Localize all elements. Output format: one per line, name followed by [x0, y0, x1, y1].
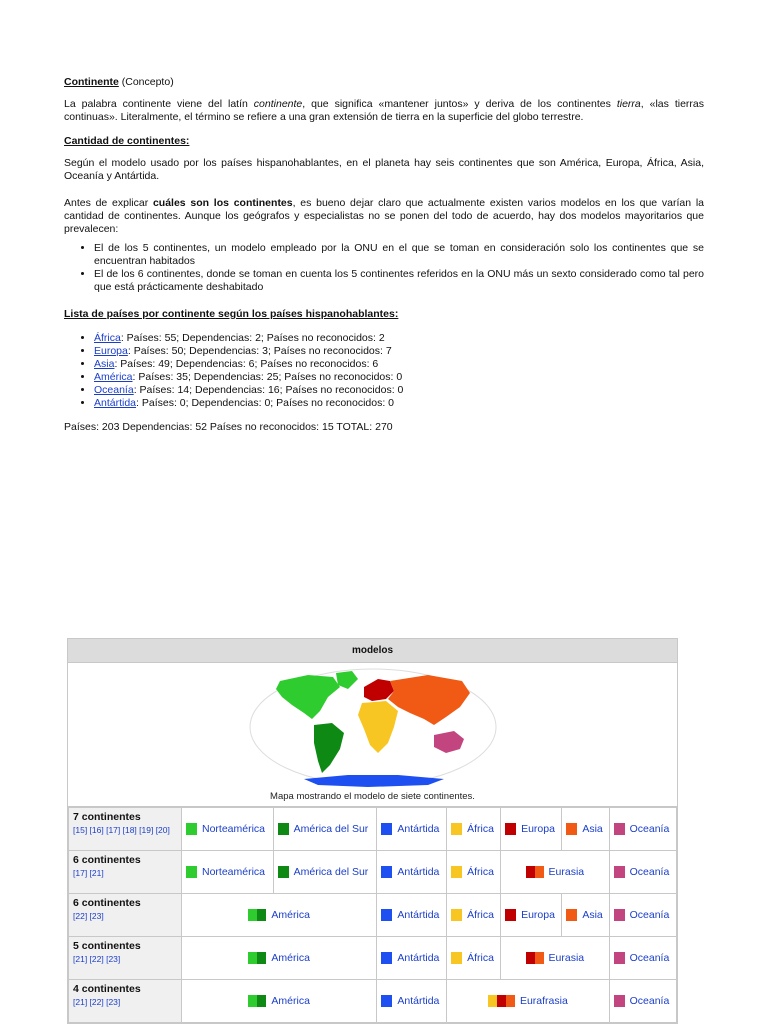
cell-africa	[447, 937, 501, 980]
swatch-south-america	[257, 952, 266, 964]
cell-norteamerica	[182, 851, 274, 894]
map-cell	[68, 663, 677, 807]
list-item: • Europa: Países: 50; Dependencias: 3; Países no reconocidos: 7	[94, 345, 704, 358]
cell-antartida	[377, 937, 447, 980]
references[interactable]: [21] [22] [23]	[73, 997, 121, 1007]
cell-oceania	[609, 937, 676, 980]
continent-link[interactable]: Asia	[582, 823, 603, 836]
cell-antartida	[377, 894, 447, 937]
cell-america-del-sur	[273, 851, 377, 894]
list-item: • Asia: Países: 49; Dependencias: 6; Países no reconocidos: 6	[94, 358, 704, 371]
list-item: • El de los 5 continentes, un modelo empleado por la ONU en el que se toman en consideración solo los continentes que se encuentran habitados	[94, 242, 704, 268]
link-europa[interactable]: Europa	[94, 345, 128, 357]
cell-norteamerica	[182, 808, 274, 851]
cell-america	[182, 937, 377, 980]
continent-link[interactable]: Antártida	[397, 995, 440, 1008]
swatch-north-america	[186, 823, 197, 835]
list-item: • América: Países: 35; Dependencias: 25; Países no reconocidos: 0	[94, 371, 704, 384]
swatch-north-america	[248, 952, 257, 964]
cell-oceania	[609, 808, 676, 851]
swatch-oceania	[614, 866, 625, 878]
cell-europa	[501, 894, 562, 937]
swatch-antarctica	[381, 952, 392, 964]
continent-link[interactable]: África	[467, 952, 494, 965]
world-map-image	[248, 667, 498, 791]
references[interactable]: [21] [22] [23]	[73, 954, 121, 964]
swatch-asia	[566, 823, 577, 835]
row-header: 5 continentes [21] [22] [23]	[69, 937, 182, 980]
cell-africa	[447, 851, 501, 894]
swatch-oceania	[614, 909, 625, 921]
continent-link[interactable]: Oceanía	[629, 952, 670, 965]
swatch-asia	[566, 909, 577, 921]
cell-eurafrasia	[447, 980, 609, 1023]
swatch-asia	[506, 995, 515, 1007]
list-item: • El de los 6 continentes, donde se toman en cuenta los 5 continentes referidos en la ONU más un sexto considerado como tal pero que está prácticamente deshabitado	[94, 268, 704, 294]
continent-link[interactable]: África	[467, 823, 494, 836]
swatch-africa	[451, 909, 462, 921]
models-list	[64, 242, 704, 294]
cell-america	[182, 894, 377, 937]
swatch-south-america	[257, 995, 266, 1007]
table-row	[69, 808, 677, 851]
models-grid	[68, 807, 677, 1023]
swatch-africa	[451, 823, 462, 835]
continent-link[interactable]: Eurasia	[548, 952, 585, 965]
table-row	[69, 894, 677, 937]
document-title: Continente	[64, 76, 119, 88]
continent-link[interactable]: Norteamérica	[202, 823, 266, 836]
cell-asia	[562, 808, 609, 851]
cell-eurasia	[501, 937, 610, 980]
cell-asia	[562, 894, 609, 937]
cell-eurasia	[501, 851, 610, 894]
swatch-europe	[497, 995, 506, 1007]
link-antartida[interactable]: Antártida	[94, 397, 137, 409]
swatch-antarctica	[381, 995, 392, 1007]
map-caption: Mapa mostrando el modelo de siete continentes.	[270, 791, 475, 802]
totals-line: Países: 203 Dependencias: 52 Países no reconocidos: 15 TOTAL: 270	[64, 421, 393, 433]
continent-link[interactable]: Antártida	[397, 866, 440, 879]
continent-link[interactable]: Norteamérica	[202, 866, 266, 879]
continent-link[interactable]: Eurasia	[548, 866, 585, 879]
paragraph-modelos: Antes de explicar cuáles son los continentes, es bueno dejar claro que actualmente existen varios modelos en los que varían la cantidad de continentes. Aunque los geógrafos y especialistas no se ponen del todo de acuerdo, hay dos modelos mayoritarios que prevalecen:	[64, 197, 704, 235]
continent-link[interactable]: Asia	[582, 909, 603, 922]
cell-antartida	[377, 980, 447, 1023]
swatch-africa	[451, 952, 462, 964]
list-item: • Oceanía: Países: 14; Dependencias: 16; Países no reconocidos: 0	[94, 384, 704, 397]
continent-link[interactable]: África	[467, 909, 494, 922]
swatch-asia	[535, 952, 544, 964]
references[interactable]: [15] [16] [17] [18] [19] [20]	[73, 825, 170, 835]
references[interactable]: [17] [21]	[73, 868, 104, 878]
swatch-south-america	[257, 909, 266, 921]
swatch-antarctica	[381, 909, 392, 921]
continent-link[interactable]: América del Sur	[293, 823, 369, 836]
cell-oceania	[609, 851, 676, 894]
cell-europa	[501, 808, 562, 851]
cell-antartida	[377, 851, 447, 894]
continent-link[interactable]: Oceanía	[629, 866, 670, 879]
intro-paragraph: La palabra continente viene del latín continente, que significa «mantener juntos» y deriva de los continentes tierra, «las tierras continuas». Literalmente, el término se refiere a una gran extensión de tierra en la superficie del globo terrestre.	[64, 98, 704, 123]
cell-africa	[447, 808, 501, 851]
list-item: • Antártida: Países: 0; Dependencias: 0; Países no reconocidos: 0	[94, 397, 704, 410]
swatch-africa	[451, 866, 462, 878]
cell-oceania	[609, 894, 676, 937]
table-row	[69, 851, 677, 894]
cell-america	[182, 980, 377, 1023]
continent-link[interactable]: América del Sur	[293, 866, 369, 879]
swatch-europe	[505, 823, 516, 835]
row-header: 4 continentes [21] [22] [23]	[69, 980, 182, 1023]
swatch-asia	[535, 866, 544, 878]
paragraph-seis-continentes: Según el modelo usado por los países hispanohablantes, en el planeta hay seis continentes que son América, Europa, África, Asia, Oceanía y Antártida.	[64, 157, 704, 182]
table-row	[69, 980, 677, 1023]
swatch-antarctica	[381, 823, 392, 835]
swatch-north-america	[248, 909, 257, 921]
cell-antartida	[377, 808, 447, 851]
cell-oceania	[609, 980, 676, 1023]
swatch-north-america	[186, 866, 197, 878]
models-table	[67, 638, 678, 1024]
continent-link[interactable]: Europa	[521, 909, 555, 922]
continent-link[interactable]: Europa	[521, 823, 555, 836]
cell-africa	[447, 894, 501, 937]
references[interactable]: [22] [23]	[73, 911, 104, 921]
link-america[interactable]: América	[94, 371, 133, 383]
continent-link[interactable]: Oceanía	[629, 995, 670, 1008]
cell-america-del-sur	[273, 808, 377, 851]
continent-link[interactable]: América	[271, 952, 310, 965]
link-africa[interactable]: África	[94, 332, 121, 344]
document-title-line	[64, 76, 704, 89]
swatch-europe	[505, 909, 516, 921]
swatch-south-america	[278, 866, 289, 878]
row-header: 7 continentes [15] [16] [17] [18] [19] [20]	[69, 808, 182, 851]
continent-link[interactable]: África	[467, 866, 494, 879]
table-row	[69, 937, 677, 980]
swatch-oceania	[614, 952, 625, 964]
continent-link[interactable]: América	[271, 909, 310, 922]
continent-link[interactable]: Antártida	[397, 823, 440, 836]
continent-link[interactable]: Oceanía	[629, 909, 670, 922]
row-header: 6 continentes [22] [23]	[69, 894, 182, 937]
swatch-oceania	[614, 823, 625, 835]
list-item: • África: Países: 55; Dependencias: 2; Países no reconocidos: 2	[94, 332, 704, 345]
swatch-europe	[526, 866, 535, 878]
swatch-south-america	[278, 823, 289, 835]
continent-link[interactable]: Oceanía	[629, 823, 670, 836]
swatch-antarctica	[381, 866, 392, 878]
link-asia[interactable]: Asia	[94, 358, 115, 370]
heading-cantidad: Cantidad de continentes:	[64, 135, 190, 147]
document-title-suffix: (Concepto)	[118, 76, 174, 88]
row-header: 6 continentes [17] [21]	[69, 851, 182, 894]
continent-link[interactable]: América	[271, 995, 310, 1008]
continent-link[interactable]: Antártida	[397, 952, 440, 965]
countries-list	[64, 332, 704, 410]
swatch-oceania	[614, 995, 625, 1007]
link-oceania[interactable]: Oceanía	[94, 384, 134, 396]
continent-link[interactable]: Eurafrasia	[519, 995, 568, 1008]
document-body	[64, 70, 704, 434]
swatch-europe	[526, 952, 535, 964]
table-header: modelos	[68, 639, 677, 663]
swatch-africa	[488, 995, 497, 1007]
heading-lista-paises: Lista de países por continente según los países hispanohablantes:	[64, 308, 399, 320]
swatch-north-america	[248, 995, 257, 1007]
continent-link[interactable]: Antártida	[397, 909, 440, 922]
